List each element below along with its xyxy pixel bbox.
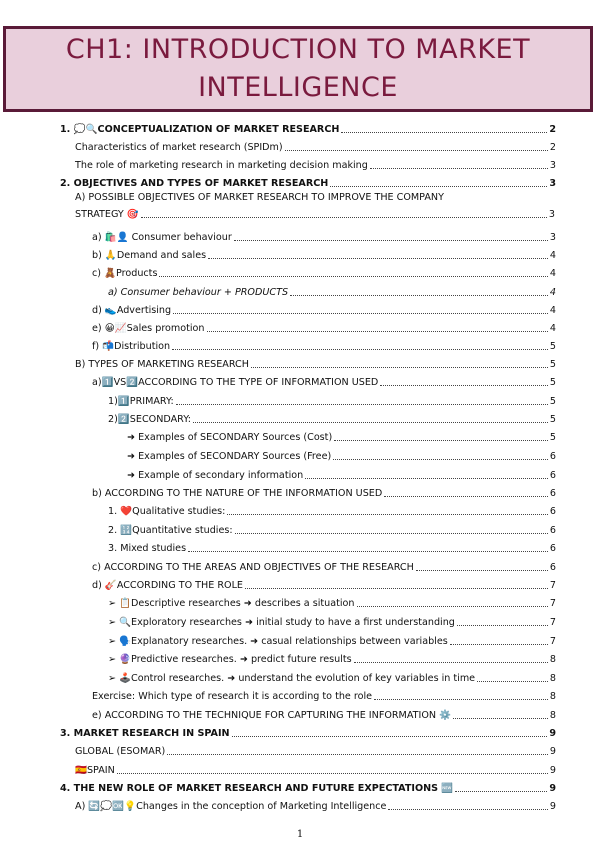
toc-entry-text: e) ACCORDING TO THE TECHNIQUE FOR CAPTURING THE INFORMATION ⚙️ — [92, 710, 452, 721]
toc-entry-text: 1. ❤️Qualitative studies: — [108, 506, 226, 517]
toc-entry[interactable] — [92, 299, 556, 317]
toc-leader-dots — [374, 699, 548, 700]
toc-entry[interactable] — [108, 630, 556, 648]
chapter-title-box — [3, 26, 593, 112]
toc-page-number: 9 — [549, 728, 556, 739]
toc-leader-dots — [188, 551, 548, 552]
toc-leader-dots — [172, 349, 548, 350]
toc-page-number: 5 — [549, 359, 556, 370]
toc-entry-text: The role of marketing research in marketing decision making — [75, 160, 368, 171]
toc-leader-dots — [234, 240, 548, 241]
toc-leader-dots — [330, 186, 547, 187]
toc-page-number: 4 — [549, 268, 556, 279]
toc-entry[interactable] — [92, 335, 556, 353]
toc-entry-text: ➢ 🕹️Control researches. ➜ understand the evolution of key variables in time — [108, 673, 476, 684]
toc-leader-dots — [457, 625, 548, 626]
toc-entry[interactable] — [92, 685, 556, 703]
toc-entry-text: d) 🎸ACCORDING TO THE ROLE — [92, 580, 243, 591]
toc-entry-text: Exercise: Which type of research it is according to the role — [92, 691, 373, 702]
toc-page-number: 2 — [549, 142, 556, 153]
toc-page-number: 9 — [549, 801, 556, 812]
toc-entry-text: B) TYPES OF MARKETING RESEARCH — [75, 359, 249, 370]
toc-page-number: 4 — [549, 305, 556, 316]
toc-page-number: 9 — [549, 765, 556, 776]
toc-entry-text: a)1️⃣VS2️⃣ACCORDING TO THE TYPE OF INFORMATION USED — [92, 377, 379, 388]
toc-entry-text: 3. Mixed studies — [108, 543, 187, 554]
toc-entry[interactable] — [108, 592, 556, 610]
toc-leader-dots — [384, 496, 548, 497]
toc-entry-text: 1)1️⃣PRIMARY: — [108, 396, 174, 407]
toc-entry-text: f) 📬Distribution — [92, 341, 171, 352]
toc-page-number: 6 — [549, 506, 556, 517]
toc-page-number: 7 — [549, 580, 556, 591]
toc-page-number: 8 — [549, 710, 556, 721]
toc-page-number: 6 — [549, 562, 556, 573]
toc-entry[interactable] — [108, 667, 556, 685]
toc-page-number: 5 — [549, 414, 556, 425]
toc-leader-dots — [477, 681, 548, 682]
toc-entry[interactable] — [75, 759, 556, 777]
toc-entry-text: 2. 🔢Quantitative studies: — [108, 525, 233, 536]
toc-leader-dots — [232, 736, 548, 737]
toc-page-number: 4 — [549, 287, 556, 298]
toc-leader-dots — [235, 533, 548, 534]
toc-page-number: 5 — [549, 432, 556, 443]
toc-entry[interactable] — [127, 445, 556, 463]
toc-page-number: 4 — [549, 250, 556, 261]
toc-entry[interactable] — [127, 464, 556, 482]
toc-entry[interactable] — [92, 262, 556, 280]
toc-entry[interactable] — [108, 500, 556, 518]
toc-entry[interactable] — [108, 408, 556, 426]
toc-entry-text-continued: STRATEGY 🎯 — [75, 209, 139, 220]
toc-entry[interactable] — [108, 611, 556, 629]
toc-leader-dots — [251, 367, 548, 368]
toc-entry[interactable] — [127, 426, 556, 444]
toc-page-number: 4 — [549, 323, 556, 334]
toc-leader-dots — [341, 132, 547, 133]
toc-entry[interactable] — [108, 519, 556, 537]
toc-entry-text: a) Consumer behaviour + PRODUCTS — [108, 287, 289, 298]
toc-entry[interactable] — [92, 482, 556, 500]
toc-leader-dots — [285, 150, 548, 151]
toc-entry-text: ➜ Examples of SECONDARY Sources (Cost) — [127, 432, 333, 443]
toc-page-number: 6 — [549, 488, 556, 499]
toc-page-number: 8 — [549, 654, 556, 665]
toc-leader-dots — [455, 791, 547, 792]
toc-leader-dots — [176, 404, 548, 405]
toc-entry[interactable] — [75, 795, 556, 813]
toc-leader-dots — [173, 313, 548, 314]
toc-entry[interactable] — [92, 704, 556, 722]
toc-leader-dots — [357, 606, 548, 607]
toc-entry-text: A) 🔄💭🆗💡Changes in the conception of Marketing Intelligence — [75, 801, 387, 812]
toc-entry[interactable] — [108, 648, 556, 666]
toc-page-number: 7 — [549, 598, 556, 609]
toc-page-number: 3 — [549, 160, 556, 171]
toc-entry[interactable] — [75, 154, 556, 172]
toc-entry[interactable] — [92, 556, 556, 574]
toc-entry[interactable] — [75, 189, 555, 223]
toc-entry-text: 2)2️⃣SECONDARY: — [108, 414, 192, 425]
toc-page-number: 8 — [549, 673, 556, 684]
toc-page-number: 3 — [549, 232, 556, 243]
toc-entry-text: 3. MARKET RESEARCH IN SPAIN — [60, 728, 230, 739]
toc-entry[interactable] — [75, 740, 556, 758]
toc-page-number: 2 — [549, 124, 556, 135]
toc-entry[interactable] — [60, 722, 556, 740]
toc-page-number: 7 — [549, 636, 556, 647]
toc-leader-dots — [305, 478, 548, 479]
toc-page-number: 6 — [549, 451, 556, 462]
toc-entry[interactable] — [108, 390, 556, 408]
toc-page-number: 6 — [549, 543, 556, 554]
toc-entry-text: Characteristics of market research (SPIDm) — [75, 142, 283, 153]
toc-entry-text: ➜ Examples of SECONDARY Sources (Free) — [127, 451, 332, 462]
toc-entry-text: ➢ 🗣️Explanatory researches. ➜ casual relationships between variables — [108, 636, 448, 647]
toc-entry[interactable] — [60, 777, 556, 795]
toc-entry-text: ➢ 📋Descriptive researches ➜ describes a situation — [108, 598, 355, 609]
toc-entry-text: b) 🙏Demand and sales — [92, 250, 207, 261]
toc-entry[interactable] — [92, 574, 556, 592]
toc-leader-dots — [167, 754, 548, 755]
toc-leader-dots — [453, 718, 548, 719]
toc-page-number: 6 — [549, 525, 556, 536]
toc-leader-dots — [370, 168, 548, 169]
toc-entry[interactable] — [92, 244, 556, 262]
toc-entry-text: ➢ 🔍Exploratory researches ➜ initial study to have a first understanding — [108, 617, 455, 628]
toc-leader-dots — [207, 331, 548, 332]
toc-entry[interactable] — [60, 172, 556, 190]
toc-leader-dots — [290, 295, 548, 296]
chapter-title-line1: CH1: INTRODUCTION TO MARKET — [65, 34, 531, 65]
toc-entry-text: e) 😀📈Sales promotion — [92, 323, 205, 334]
toc-leader-dots — [388, 809, 547, 810]
toc-page-number: 9 — [549, 783, 556, 794]
toc-page-number: 7 — [549, 617, 556, 628]
page-number: 1 — [296, 829, 304, 840]
toc-entry-text: c) ACCORDING TO THE AREAS AND OBJECTIVES OF THE RESEARCH — [92, 562, 414, 573]
toc-entry-text: a) 🛍️👤 Consumer behaviour — [92, 232, 232, 243]
toc-entry-text: 🇪🇸SPAIN — [75, 765, 115, 776]
toc-page-number: 8 — [549, 691, 556, 702]
chapter-title-line2: INTELLIGENCE — [198, 72, 398, 103]
toc-leader-dots — [354, 662, 548, 663]
toc-leader-dots — [117, 773, 548, 774]
toc-entry-text: ➜ Example of secondary information — [127, 470, 304, 481]
toc-entry-text: d) 👟Advertising — [92, 305, 172, 316]
toc-page-number: 5 — [549, 377, 556, 388]
toc-leader-dots — [208, 258, 548, 259]
toc-leader-dots — [141, 206, 547, 218]
toc-leader-dots — [450, 644, 548, 645]
toc-entry[interactable] — [60, 118, 556, 136]
toc-leader-dots — [380, 385, 548, 386]
toc-page-number: 3 — [549, 178, 556, 189]
toc-entry-text: ➢ 🔮Predictive researches. ➜ predict future results — [108, 654, 352, 665]
toc-page-number: 5 — [549, 396, 556, 407]
toc-entry-text: b) ACCORDING TO THE NATURE OF THE INFORMATION USED — [92, 488, 383, 499]
toc-leader-dots — [159, 276, 547, 277]
toc-leader-dots — [227, 514, 547, 515]
toc-leader-dots — [245, 588, 548, 589]
toc-page-number: 6 — [549, 470, 556, 481]
toc-entry-text: GLOBAL (ESOMAR) — [75, 746, 166, 757]
toc-leader-dots — [334, 440, 548, 441]
toc-entry[interactable] — [75, 353, 556, 371]
toc-entry[interactable] — [108, 281, 556, 299]
toc-entry-text: 1. 💭🔍CONCEPTUALIZATION OF MARKET RESEARCH — [60, 124, 340, 135]
toc-entry[interactable] — [92, 317, 556, 335]
toc-page-number: 9 — [549, 746, 556, 757]
toc-entry-text: A) POSSIBLE OBJECTIVES OF MARKET RESEARCH TO IMPROVE THE COMPANY — [75, 192, 444, 203]
toc-leader-dots — [333, 459, 548, 460]
toc-entry-text: 4. THE NEW ROLE OF MARKET RESEARCH AND FUTURE EXPECTATIONS 🆕 — [60, 783, 454, 794]
toc-entry[interactable] — [92, 226, 556, 244]
toc-page-number: 5 — [549, 341, 556, 352]
toc-entry[interactable] — [108, 537, 556, 555]
toc-leader-dots — [193, 422, 548, 423]
toc-entry[interactable] — [75, 136, 556, 154]
toc-page-number: 3 — [548, 209, 555, 220]
toc-leader-dots — [416, 570, 548, 571]
toc-entry-text: 2. OBJECTIVES AND TYPES OF MARKET RESEARCH — [60, 178, 329, 189]
toc-entry-text: c) 🧸Products — [92, 268, 158, 279]
toc-entry[interactable] — [92, 371, 556, 389]
